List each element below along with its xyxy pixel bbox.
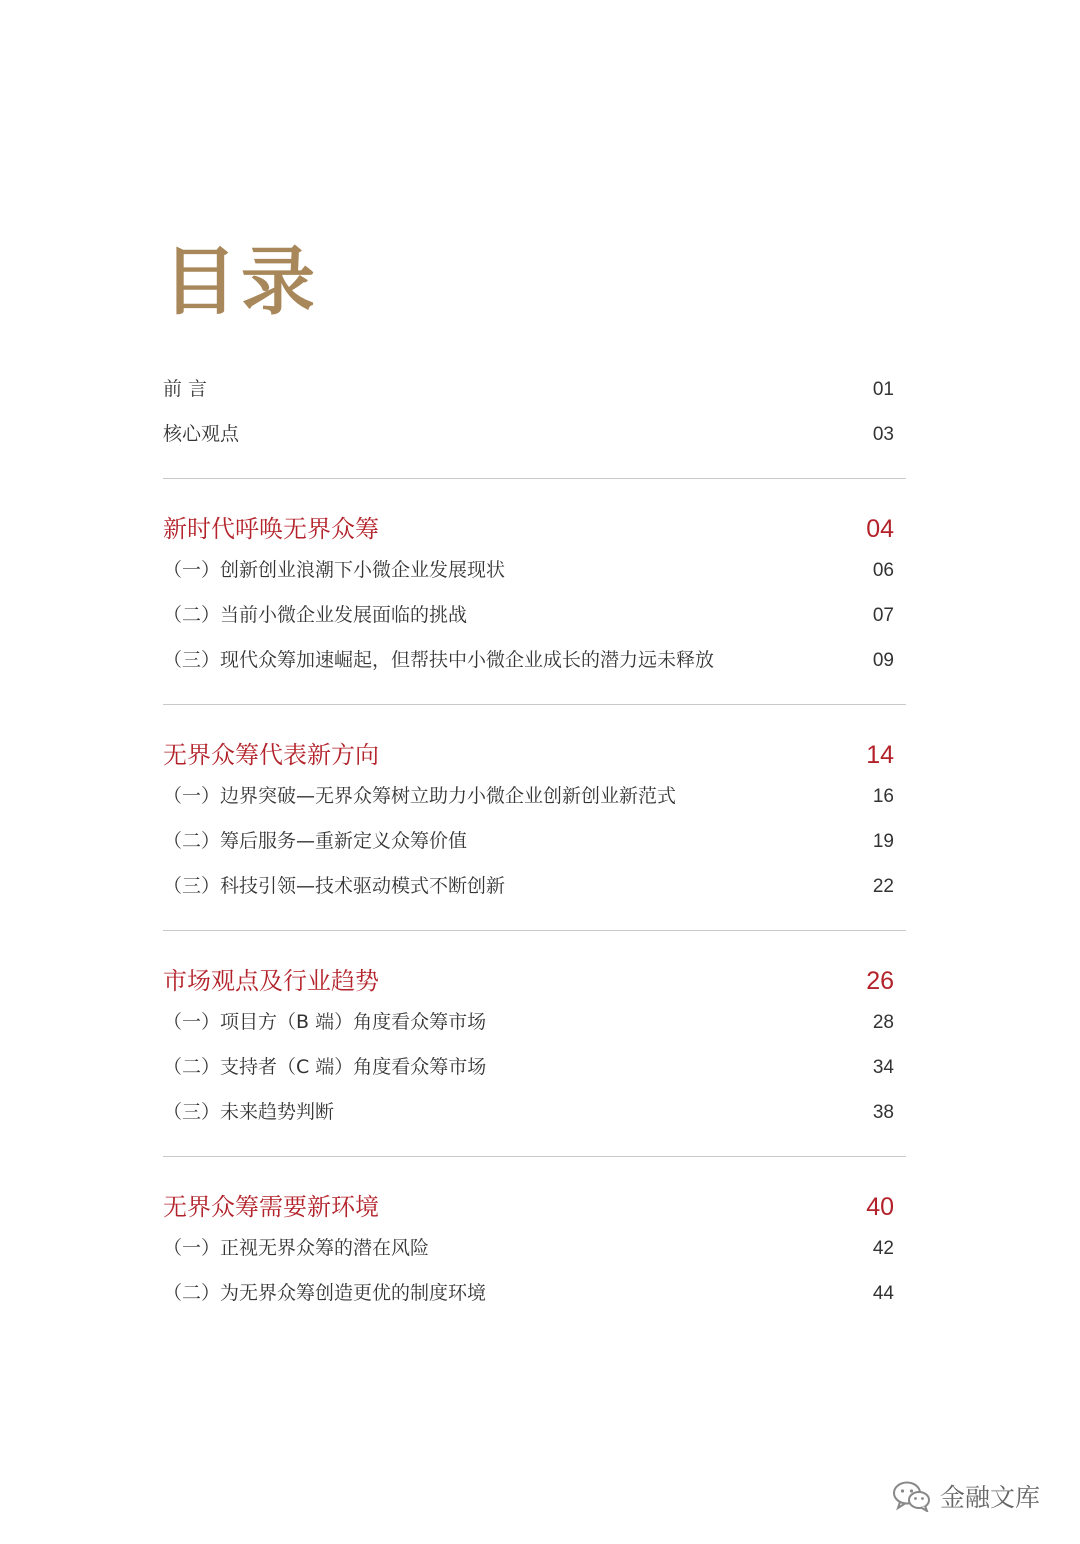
toc-entry-label: （一）边界突破—无界众筹树立助力小微企业创新创业新范式 [163, 785, 677, 807]
toc-entry-label: （三）科技引领—技术驱动模式不断创新 [163, 875, 506, 897]
toc-entry[interactable] [163, 1278, 906, 1323]
divider [163, 478, 906, 479]
toc-entry-page: 09 [872, 650, 894, 671]
toc-entry-preface[interactable] [163, 374, 906, 419]
toc-entry[interactable] [163, 1052, 906, 1097]
toc-section [163, 961, 906, 1142]
section-heading[interactable] [163, 1187, 906, 1233]
toc-entry-label: （一）项目方（B 端）角度看众筹市场 [163, 1011, 487, 1033]
toc-entry[interactable] [163, 645, 906, 690]
toc-entry[interactable] [163, 871, 906, 916]
toc-entry[interactable] [163, 781, 906, 826]
toc-entry-page: 16 [872, 786, 894, 807]
toc-entry[interactable] [163, 555, 906, 600]
section-heading[interactable] [163, 961, 906, 1007]
section-title: 无界众筹代表新方向 [163, 741, 379, 769]
page-title: 目录 [163, 239, 319, 325]
section-title: 无界众筹需要新环境 [163, 1193, 379, 1221]
section-title: 市场观点及行业趋势 [163, 967, 379, 995]
section-page: 04 [866, 515, 894, 543]
toc-entry-page: 34 [872, 1057, 894, 1078]
toc-entry-label: （一）正视无界众筹的潜在风险 [163, 1237, 430, 1259]
toc-entry-page: 44 [872, 1283, 894, 1304]
divider [163, 704, 906, 705]
toc-section [163, 1187, 906, 1323]
toc-entry-page: 28 [872, 1012, 894, 1033]
toc-entry-label: （三）未来趋势判断 [163, 1101, 335, 1123]
divider [163, 1156, 906, 1157]
watermark-text: 金融文库 [940, 1483, 1041, 1512]
toc-entry-label: （二）为无界众筹创造更优的制度环境 [163, 1282, 487, 1304]
toc-entry-label: （二）支持者（C 端）角度看众筹市场 [163, 1056, 487, 1078]
toc-entry[interactable] [163, 1233, 906, 1278]
toc-entry[interactable] [163, 1097, 906, 1142]
divider [163, 930, 906, 931]
toc-entry-page: 03 [872, 424, 894, 445]
section-page: 40 [866, 1193, 894, 1221]
toc-entry-page: 19 [872, 831, 894, 852]
toc-entry-label: 前 言 [163, 378, 208, 400]
toc-entry[interactable] [163, 600, 906, 645]
section-page: 26 [866, 967, 894, 995]
section-title: 新时代呼唤无界众筹 [163, 515, 379, 543]
table-of-contents [163, 370, 906, 1323]
toc-entry-label: （一）创新创业浪潮下小微企业发展现状 [163, 559, 506, 581]
toc-entry-page: 01 [872, 379, 894, 400]
toc-entry[interactable] [163, 826, 906, 871]
toc-entry-core-views[interactable] [163, 419, 906, 464]
toc-entry-page: 06 [872, 560, 894, 581]
toc-entry[interactable] [163, 1007, 906, 1052]
section-heading[interactable] [163, 509, 906, 555]
toc-section [163, 509, 906, 690]
watermark [892, 1478, 1040, 1514]
toc-entry-label: 核心观点 [163, 423, 240, 445]
toc-entry-label: （二）当前小微企业发展面临的挑战 [163, 604, 468, 626]
toc-entry-page: 07 [872, 605, 894, 626]
toc-entry-page: 38 [872, 1102, 894, 1123]
section-page: 14 [866, 741, 894, 769]
toc-section [163, 735, 906, 916]
toc-entry-page: 22 [872, 876, 894, 897]
toc-entry-label: （二）筹后服务—重新定义众筹价值 [163, 830, 468, 852]
section-heading[interactable] [163, 735, 906, 781]
wechat-icon [892, 1480, 932, 1512]
intro-block [163, 370, 906, 464]
toc-entry-page: 42 [872, 1238, 894, 1259]
toc-entry-label: （三）现代众筹加速崛起，但帮扶中小微企业成长的潜力远未释放 [163, 649, 715, 671]
